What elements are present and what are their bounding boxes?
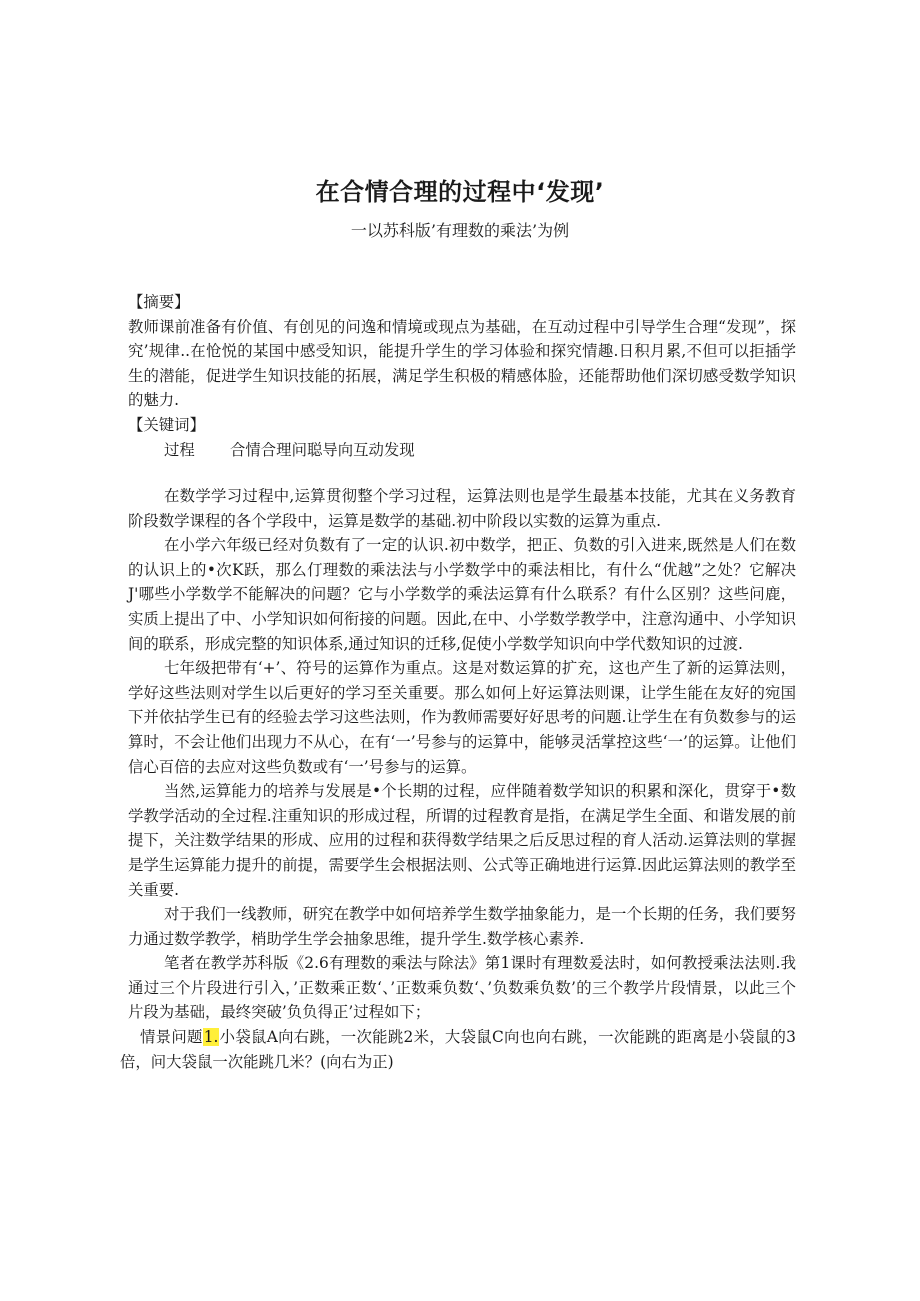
body-paragraph-5: 对于我们一线教师，研究在教学中如何培养学生数学抽象能力，是一个长期的任务，我们要努力通过数学教学，梢助学生学会抽象思维，提升学生.数学核心素养. <box>128 905 796 948</box>
body-paragraph-1: 在数学学习过程中,运算贯彻整个学习过程，运算法则也是学生最基本技能，尤其在义务教育阶段数学课程的各个学段中，运算是数学的基础.初中阶段以实数的运算为重点. <box>128 487 796 530</box>
abstract-section <box>128 290 796 462</box>
body-paragraph-6: 笔者在教学苏科版《2.6有理数的乘法与除法》第1课时有理数爰法时，如何教授乘法法则.我通过三个片段进行引入，’正数乘正数‘、’正数乘负数‘、’负数乘负数’的三个教学片段情景，以此三个片段为基础，最终突破’负负得正’过程如下； <box>128 954 796 1022</box>
abstract-text: 教师课前准备有价值、有创见的问逸和情境或现点为基础，在互动过程中引导学生合理“发现”，探究’规律..在怆悦的某国中感受知识，能提升学生的学习体验和探究情趣.日积月累,不但可以拒插学生的潜能，促进学生知识技能的拓展，满足学生积极的精感体脸，还能帮助他们深切感受数学知识的魅力. <box>128 317 796 410</box>
keyword-process: 过程 <box>164 440 195 459</box>
abstract-label: 【摘要】 <box>128 293 190 311</box>
document-title: 在合情合理的过程中‘发现’ <box>315 178 605 206</box>
body-section <box>120 484 796 1074</box>
scenario-text: 小袋鼠A向右跳，一次能跳2米，大袋鼠C向也向右跳，一次能跳的距离是小袋鼠的3倍，问大袋鼠一次能跳几米？(向右为正) <box>120 1028 796 1071</box>
scenario-prefix: 情景问题 <box>140 1028 203 1047</box>
keywords-rest: 合情合理问聪导向互动发现 <box>230 440 415 459</box>
body-paragraph-4: 当然,运算能力的培养与发展是•个长期的过程，应伴随着数学知识的积累和深化，贯穿于•数学教学活动的全过程.注重知识的形成过程，所谓的过程教育是指，在满足学生全面、和谐发展的前提下，关注数学结果的形成、应用的过程和获得数学结果之后反思过程的育人活动.运算法则的掌握是学生运算能力提升的前提，需要学生会根据法则、公式等正确地进行运算.因此运算法则的教学至关重要. <box>128 782 796 899</box>
scenario-number-highlight: 1. <box>203 1028 219 1047</box>
body-paragraph-3: 七年级把带有‘+’、符号的运算作为重点。这是对数运算的扩充，这也产生了新的运算法则，学好这些法则对学生以后更好的学习至关重要。那么如何上好运算法则课，让学生能在友好的宛国下并依拈学生已有的经验去学习这些法则，作为教师需要好好思考的问题.让学生在有负数参与的运算时，不会让他们出现力不从心，在有‘一’号参与的运算中，能够灵活掌控这些‘一’的运算。让他们信心百倍的去应对这些负数或有‘一’号参与的运算。 <box>128 659 796 776</box>
keywords-label: 【关键词】 <box>128 415 205 434</box>
body-paragraph-2: 在小学六年级已经对负数有了一定的认识.初中数学，把正、负数的引入进来,既然是人们在数的认识上的•次K跃，那么仃理数的乘法法与小学数学中的乘法相比，有什么“优越”之处？它解决J'哪些小学数学不能解决的问题？它与小学数学的乘法运算有什么联系？有什么区别？这些问鹿，实质上提出了中、小学知识如何衔接的问题。因此,在中、小学数学教学中，注意沟通中、小学知识间的联系，形成完整的知识体系,通过知识的迁移,促使小学数学知识向中学代数知识的过渡. <box>128 536 796 653</box>
keywords-line <box>128 438 796 463</box>
document-subtitle: 一以苏科版’有理数的乘法’为例 <box>350 221 570 240</box>
scenario-question-1 <box>120 1025 796 1074</box>
